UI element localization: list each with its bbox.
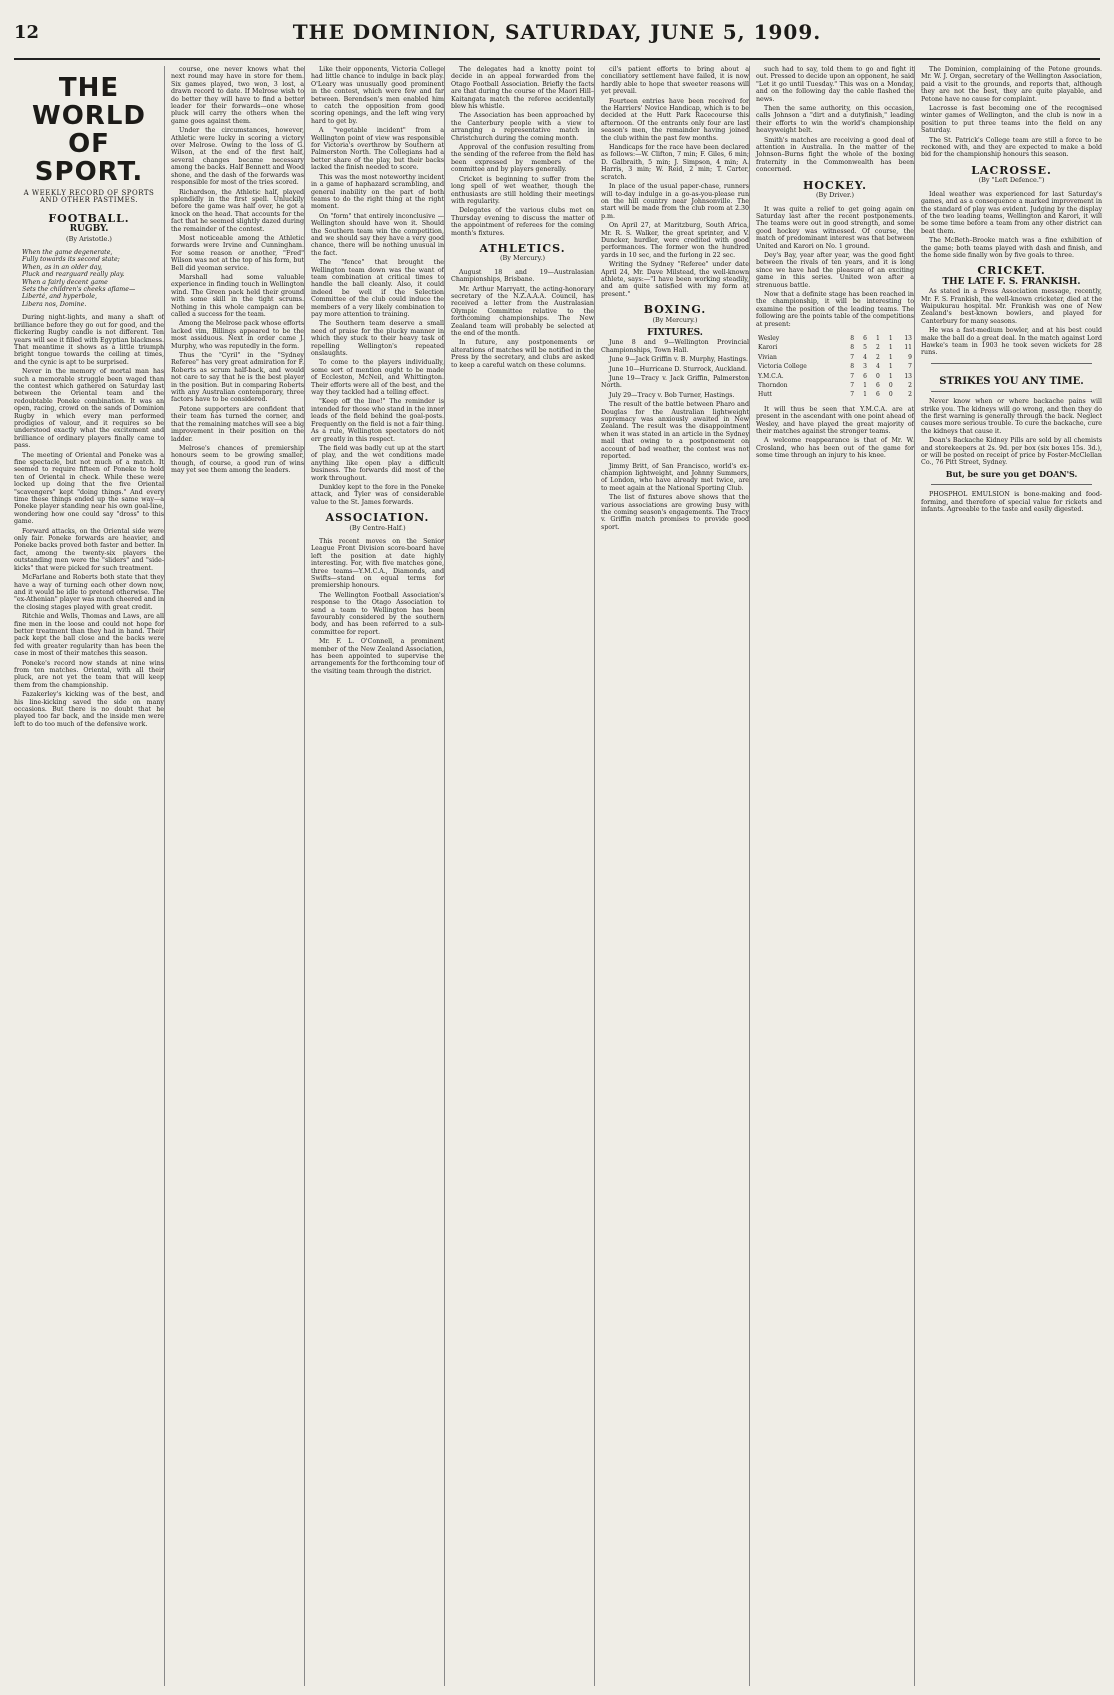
- article-paragraph: Like their opponents, Victoria College had little chance to indulge in back play. O'Leary was unusually good prominent in the contest, which were few and far between. Berendsen's men enabled him to catch the opposition from good scoring openings, and the left wing very hard to get by.: [311, 66, 444, 125]
- article-paragraph: Writing the Sydney "Referee" under date April 24, Mr. Dave Milstead, the well-known athlete, says:—"I have been working steadily, and am quite satisfied with my form at present.": [601, 261, 749, 298]
- drawn-cell: 1: [888, 344, 893, 352]
- athletics-heading: ATHLETICS.: [479, 241, 566, 255]
- article-paragraph: Handicaps for the race have been declared as follows:—W. Clifton, 7 min; F. Giles, 6 min; D. Galbraith, 5 min; J. Simpson, 4 min; A. Harris, 3 min; W. Reid, 2 min; T. Carter, scratch.: [601, 144, 749, 181]
- column-1: [14, 66, 164, 1686]
- column-6: [749, 66, 914, 1686]
- article-paragraph: The field was badly cut up at the start of play, and the wet conditions made anything like open play a difficult business. The forwards did most of the work throughout.: [311, 444, 444, 482]
- cricket-subheading: THE LATE F. S. FRANKISH.: [942, 276, 1081, 287]
- article-paragraph: He was a fast-medium bowler, and at his best could make the ball do a great deal. In the match against Lord Hawke's team in 1903 he took seven wickets for 28 runs.: [921, 327, 1102, 357]
- article-paragraph: such had to say, told them to go and fight it out. Pressed to decide upon an opponent, he said "Let it go until Tuesday." This was on a Monday, and on the following day the cable flashed the news.: [756, 66, 914, 103]
- lost-cell: 2: [876, 353, 880, 361]
- points-cell: 13: [904, 372, 912, 380]
- article-paragraph: Melrose's chances of premiership honours seem to be growing smaller, though, of course, a good run of wins may yet see them among the leaders.: [171, 444, 304, 475]
- article-paragraph: The list of fixtures above shows that the various associations are growing busy with the coming season's engagements. The Tracy v. Griffin match promises to provide good sport.: [601, 494, 749, 531]
- article-paragraph: To come to the players individually, some sort of mention ought to be made of Eccleston, McNeil, and Whittington. Their efforts were all of the best, and the way they tackled had a telling effect.: [311, 359, 444, 397]
- column-7: [914, 66, 1102, 1686]
- played-cell: 8: [850, 335, 855, 342]
- article-paragraph: It was quite a relief to get going again on Saturday last after the recent postponements. The teams were out in good strength, and some good hockey was witnessed. Of course, the match of predominant interest was that between United and Karori on No. 1 ground.: [756, 205, 914, 250]
- article-paragraph: During night-lights, and many a shaft of brilliance before they go out for good, and the flickering Rugby candle is not different. Ten years will see it filled with Egyptian blackness. That meantime it shows as a little triumph bright tongue towards the ceiling at times, and the cynic is apt to be surprised.: [14, 314, 164, 366]
- article-paragraph: Under the circumstances, however, Athletic were lucky in scoring a victory over Melrose. Owing to the loss of G. Wilson, at the end of the first half, several changes became necessary among the backs. Half Bennett and Wood shone, and the dash of the forwards was responsible for most of the tries scored.: [171, 127, 304, 187]
- article-paragraph: Dunkley kept to the fore in the Poneke attack, and Tyler was of considerable value to the St. James forwards.: [311, 483, 444, 506]
- boxing-byline: (By Mercury.): [652, 315, 698, 324]
- article-paragraph: A welcome reappearance is that of Mr. W. Crosland, who has been out of the game for some time through an injury to his knee.: [756, 437, 914, 460]
- fixtures-heading: FIXTURES.: [647, 328, 703, 338]
- section-headline: THE WORLD OF SPORT.: [32, 73, 146, 187]
- lost-cell: 6: [876, 382, 880, 390]
- poem-line: Libera nos, Domine.: [22, 300, 87, 308]
- article-paragraph: Ideal weather was experienced for last Saturday's games, and as a consequence a marked improvement in the standard of play was evident. Judging by the display of the two leading teams, Wellington and Karori, it will be some time before a team from any other district can beat them.: [921, 190, 1102, 235]
- article-paragraph: As stated in a Press Association message, recently, Mr. F. S. Frankish, the well-known cricketer, died at the Waipukurau hospital. Mr. Frankish was one of New Zealand's best-known bowlers, and played for Canterbury for many seasons.: [921, 288, 1102, 325]
- article-paragraph: Never in the memory of mortal man has such a memorable struggle been waged than the contest which gathered on Saturday last between the Oriental team and the redoubtable Poneke combination. It was an open, racing, crowd on the sands of Dominion Rugby in which every man performed prodigies of valour, and it requires so be understood exactly what the excitement and brilliance of ordinary players finally came to pass.: [14, 368, 164, 450]
- association-heading: ASSOCIATION.: [325, 511, 430, 525]
- lost-cell: 1: [876, 335, 880, 342]
- team-cell: Y.M.C.A.: [758, 372, 784, 380]
- team-cell: Victoria College: [758, 363, 807, 371]
- lost-cell: 2: [876, 344, 880, 352]
- table-row: [756, 372, 914, 381]
- article-paragraph: Then the same authority, on this occasion, calls Johnson a "dirt and a dutyfinish," leading their efforts to win the world's championship heavyweight belt.: [756, 105, 914, 135]
- advert-paragraph: Doan's Backache Kidney Pills are sold by all chemists and storekeepers at 2s. 9d. per box (six boxes 15s. 3d.), or will be posted on receipt of price by Foster-McClellan Co., 76 Pitt Street, Sydney.: [921, 437, 1102, 467]
- won-cell: 1: [863, 382, 867, 390]
- won-cell: 5: [863, 344, 867, 352]
- article-paragraph: August 18 and 19—Australasian Championships, Brisbane.: [451, 268, 594, 284]
- rugby-poem: [22, 249, 156, 308]
- poem-line: When, as in an older day,: [22, 263, 103, 271]
- masthead: [0, 0, 1114, 62]
- article-paragraph: cil's patient efforts to bring about a conciliatory settlement have failed, it is now hardly able to hope that sweeter reasons will yet prevail.: [601, 66, 749, 96]
- article-paragraph: Approval of the confusion resulting from the sending of the referee from the field has been expressed by members of the committee and by players generally.: [451, 144, 594, 174]
- poem-line: When the game degenerate,: [22, 249, 113, 257]
- points-cell: 13: [904, 335, 912, 342]
- article-paragraph: Fazakerley's kicking was of the best, and his line-kicking saved the side on many occasions. But there is no doubt that he played too far back, and the inside men were left to do too much of the defensive work.: [14, 691, 164, 728]
- won-cell: 6: [863, 372, 867, 380]
- rugby-heading: RUGBY.: [69, 224, 109, 235]
- section-kicker: A WEEKLY RECORD OF SPORTS AND OTHER PASTIMES.: [23, 189, 155, 205]
- lost-cell: 4: [876, 363, 880, 371]
- played-cell: 8: [850, 363, 855, 371]
- divider: [931, 391, 1092, 392]
- article-paragraph: Richardson, the Athletic half, played splendidly in the first spell. Unluckily before the game was half over, he got a knock on the head. That accounts for the fact that he seemed slightly dazed during the remainder of the contest.: [171, 188, 304, 233]
- hockey-byline: (By Driver.): [816, 191, 854, 200]
- article-paragraph: On "form" that entirely inconclusive —Wellington should have won it. Should the Southern team win the competition, and we should say they have a very good chance, there will be nothing unusual in the fact.: [311, 212, 444, 257]
- fixture-item: June 9—Jack Griffin v. B. Murphy, Hastings.: [609, 356, 748, 364]
- column-5: [594, 66, 749, 1686]
- article-paragraph: This recent moves on the Senior League Front Division score-board have left the position at date highly interesting. For, with five matches gone, three teams—Y.M.C.A., Diamonds, and Swifts—stand on equal terms for premiership honours.: [311, 537, 444, 590]
- article-paragraph: Poneke's record now stands at nine wins from ten matches. Oriental, with all their pluck, are not yet the team that will keep them from the championship.: [14, 659, 164, 689]
- drawn-cell: 1: [888, 335, 893, 342]
- masthead-rule: [14, 58, 1100, 60]
- table-row: [756, 381, 914, 390]
- article-paragraph: The Southern team deserve a small need of praise for the plucky manner in which they stuck to their heavy task of repelling Wellington's repeated onslaughts.: [311, 320, 444, 358]
- played-cell: 7: [850, 391, 855, 399]
- fixture-item: June 19—Tracy v. Jack Griffin, Palmerston North.: [601, 375, 749, 390]
- article-paragraph: Marshall had some valuable experience in finding touch in Wellington wind. The Green pack held their ground with some skill in the tight scrums. Nothing in this whole campaign can be called a success for the team.: [171, 273, 304, 318]
- article-paragraph: Among the Melrose pack whose efforts lacked vim, Billings appeared to be the most assiduous. Next in order came J. Murphy, who was reputedly in the form.: [171, 320, 304, 350]
- table-row: [756, 343, 914, 352]
- poem-line: Fully towards its second state;: [22, 256, 120, 264]
- points-cell: 9: [908, 353, 912, 361]
- fixture-item: June 8 and 9—Wellington Provincial Championships, Town Hall.: [601, 339, 749, 354]
- article-paragraph: It will thus be seen that Y.M.C.A. are at present in the ascendant with one point ahead of Wesley, and have played the great majority of their matches against the stronger teams.: [756, 405, 914, 436]
- article-paragraph: In future, any postponements or alterations of matches will be notified in the Press by the secretary, and clubs are asked to keep a careful watch on these columns.: [451, 339, 594, 369]
- poem-line: When a fairly decent game: [22, 278, 108, 286]
- article-paragraph: Mr. Arthur Marryatt, the acting-honorary secretary of the N.Z.A.A.A. Council, has received a letter from the Australasian Olympic Committee relative to the forthcoming championships. The New Zealand team will probably be selected at the end of the month.: [451, 285, 594, 337]
- article-paragraph: The Dominion, complaining of the Petone grounds. Mr. W. J. Organ, secretary of the Wellington Association, paid a visit to the grounds, and reports that, although they are not the best, they are quite playable, and Petone have no cause for complaint.: [921, 66, 1102, 103]
- article-paragraph: The "fence" that brought the Wellington team down was the want of team combination at critical times to handle the ball cleanly. Also, it could indeed be well if the Selection Committee of the club could induce the members of a very likely combination to pay more attention to training.: [311, 259, 444, 318]
- article-paragraph: "Keep off the line!" The reminder is intended for those who stand in the inner leads of the field behind the goal-posts. Frequently on the field is not a fair thing. As a rule, Wellington spectators do not err greatly in this respect.: [311, 398, 444, 443]
- lacrosse-byline: (By "Left Defence."): [978, 176, 1045, 185]
- played-cell: 7: [850, 382, 855, 390]
- drawn-cell: 1: [888, 363, 893, 371]
- article-paragraph: Dey's Bay, year after year, was the good fight between the rivals of ten years, and it is long since we have had the pleasure of an exciting game in this series. United won after a strenuous battle.: [756, 251, 914, 289]
- lacrosse-heading: LACROSSE.: [971, 163, 1052, 177]
- team-cell: Hutt: [758, 391, 772, 399]
- advert-tagline: But, be sure you get DOAN'S.: [945, 468, 1078, 479]
- hockey-points-table: [756, 334, 914, 400]
- poem-line: Sets the children's cheeks aflame—: [22, 286, 136, 294]
- article-paragraph: The McBeth–Brooke match was a fine exhibition of the game; both teams played with dash and finish, and the home side finally won by five goals to three.: [921, 237, 1102, 259]
- won-cell: 6: [863, 335, 867, 342]
- football-heading: FOOTBALL.: [48, 211, 130, 225]
- article-paragraph: Thus the "Cyril" in the "Sydney Referee" has very great admiration for F. Roberts as scrum half-back, and would not care to say that he is the best player in the position. But in comparing Roberts with any Australian contemporary, three factors have to be considered.: [171, 352, 304, 404]
- page-columns: [14, 66, 1102, 1686]
- article-paragraph: Petone supporters are confident that their team has turned the corner, and that the remaining matches will see a big improvement in their position on the ladder.: [171, 405, 304, 443]
- advert-footer: PHOSPHOL EMULSION is bone-making and food-forming, and therefore of special value for rickets and infants. Agreeable to the taste and easily digested.: [921, 491, 1102, 514]
- article-paragraph: The meeting of Oriental and Poneke was a fine spectacle, but not much of a match. It seemed to require fifteen of Poneke to hold ten of Oriental in check. While these were locked up doing that the five Oriental "scavengers" kept "doing things." And every time these things ended up the same way—a Poneke player standing near his own goal-line, wondering how one could say "dross" to this game.: [14, 451, 164, 526]
- article-paragraph: Mr. F. L. O'Connell, a prominent member of the New Zealand Association, has been appointed to supervise the arrangements for the forthcoming tour of the visiting team through the district.: [311, 638, 444, 675]
- column-3: [304, 66, 444, 1686]
- drawn-cell: 0: [888, 382, 893, 390]
- cricket-heading: CRICKET.: [977, 264, 1046, 278]
- article-paragraph: Cricket is beginning to suffer from the long spell of wet weather, though the enthusiasts are still holding their meetings with regularity.: [451, 175, 594, 205]
- rugby-byline: (By Aristotle.): [66, 234, 112, 243]
- lost-cell: 6: [876, 391, 880, 399]
- won-cell: 3: [863, 363, 867, 371]
- team-cell: Wesley: [758, 335, 780, 342]
- points-cell: 2: [908, 382, 912, 390]
- table-row: [756, 362, 914, 371]
- fixture-item: July 29—Tracy v. Bob Turner, Hastings.: [609, 391, 735, 399]
- column-4: [444, 66, 594, 1686]
- advert-heading: STRIKES YOU ANY TIME.: [939, 375, 1084, 387]
- team-cell: Karori: [758, 344, 778, 352]
- article-paragraph: In place of the usual paper-chase, runners will to-day indulge in a go-as-you-please run on the hill country near Johnsonville. The start will be made from the club room at 2.30 p.m.: [601, 183, 749, 220]
- divider: [931, 363, 1092, 364]
- played-cell: 7: [850, 353, 855, 361]
- points-cell: 11: [904, 344, 912, 352]
- boxing-heading: BOXING.: [643, 303, 707, 317]
- advert-paragraph: Never know when or where backache pains will strike you. The kidneys will go wrong, and then they do the first warning is generally through the back. Neglect causes more serious trouble. To cure the backache, cure the kidneys that cause it.: [921, 398, 1102, 435]
- divider: [931, 484, 1092, 485]
- article-paragraph: The St. Patrick's College team are still a force to be reckoned with, and they are expected to make a bold bid for the championship honours this season.: [921, 136, 1102, 159]
- association-byline: (By Centre-Half.): [349, 523, 406, 532]
- article-paragraph: Fourteen entries have been received for the Harriers' Novice Handicap, which is to be decided at the Hutt Park Racecourse this afternoon. Of the entrants only four are last season's men, the remainder having joined the club within the past few months.: [601, 97, 749, 142]
- article-paragraph: Delegates of the various clubs met on Thursday evening to discuss the matter of the appointment of referees for the coming month's fixtures.: [451, 207, 594, 237]
- played-cell: 7: [850, 372, 855, 380]
- article-paragraph: Smith's matches are receiving a good deal of attention in Australia. In the matter of the Johnson–Burns fight the whole of the boxing fraternity in the Commonwealth has been concerned.: [756, 136, 914, 174]
- article-paragraph: Lacrosse is fast becoming one of the recognised winter games of Wellington, and the club is now in a position to put three teams into the field on any Saturday.: [921, 105, 1102, 135]
- points-cell: 7: [908, 363, 912, 371]
- team-cell: Thorndon: [758, 382, 788, 390]
- article-paragraph: Ritchie and Wells, Thomas and Laws, are all fine men in the loose and could not hope for better treatment than they had in hand. Their pack kept the ball close and the backs were fed with greater regularity than has been the case in most of their matches this season.: [14, 613, 164, 658]
- drawn-cell: 1: [888, 353, 893, 361]
- article-paragraph: On April 27, at Maritzburg, South Africa, Mr. R. S. Walker, the great sprinter, and V. Duncker, hurdler, were credited with good performances. The former won the hundred yards in 10 sec, and the furlong in 22 sec.: [601, 222, 749, 259]
- table-row: [756, 334, 914, 343]
- column-2: [164, 66, 304, 1686]
- article-paragraph: A "vegetable incident" from a Wellington point of view was responsible for Victoria's overthrow by Southern at Palmerston North. The Collegians had a better share of the play, but their backs lacked the finish needed to score.: [311, 127, 444, 172]
- won-cell: 1: [863, 391, 867, 399]
- won-cell: 4: [863, 353, 867, 361]
- points-cell: 2: [908, 391, 912, 399]
- lost-cell: 0: [876, 372, 880, 380]
- newspaper-title: THE DOMINION, SATURDAY, JUNE 5, 1909.: [292, 20, 822, 44]
- article-paragraph: The Association has been approached by the Canterbury people with a view to arranging a representative match in Christchurch during the coming month.: [451, 112, 594, 142]
- article-paragraph: The Wellington Football Association's response to the Otago Association to send a team to Wellington has been favourably considered by the southern body, and has been referred to a sub-committee for report.: [311, 591, 444, 636]
- article-paragraph: The delegates had a knotty point to decide in an appeal forwarded from the Otago Football Association. Briefly the facts are that during the course of the Maori Hill–Kaitangata match the referee accidentally blew his whistle.: [451, 66, 594, 111]
- article-paragraph: Most noticeable among the Athletic forwards were Irvine and Cunningham. For some reason or another, "Fred" Wilson was not at the top of his form, but Bell did yeoman service.: [171, 234, 304, 272]
- table-row: [756, 390, 914, 399]
- article-paragraph: Jimmy Britt, of San Francisco, world's ex-champion lightweight, and Johnny Summers, of London, who have already met twice, are to meet again at the National Sporting Club.: [601, 462, 749, 492]
- athletics-byline: (By Mercury.): [499, 254, 545, 263]
- table-row: [756, 353, 914, 362]
- article-paragraph: This was the most noteworthy incident in a game of haphazard scrambling, and general inability on the part of both teams to do the right thing at the right moment.: [311, 173, 444, 211]
- played-cell: 8: [850, 344, 855, 352]
- drawn-cell: 1: [888, 372, 893, 380]
- article-paragraph: course, one never knows what the next round may have in store for them. Six games played, two won, 3 lost, a drawn record to date. If Melrose wish to do better they will have to find a better leader for their forwards—one whose pluck will carry the others when the game goes against them.: [171, 66, 304, 125]
- fixture-item: June 10—Hurricane D. Sturrock, Auckland.: [609, 365, 748, 373]
- poem-line: Liberté, and hyperbole,: [22, 293, 98, 301]
- article-paragraph: The result of the battle between Pharo and Douglas for the Australian lightweight supremacy was anxiously awaited in New Zealand. The result was the disappointment when it was stated in an article in the Sydney mail that owing to a postponement on account of bad weather, the contest was not reported.: [601, 401, 749, 461]
- article-paragraph: Now that a definite stage has been reached in the championship, it will be interesting to examine the position of the leading teams. The following are the points table of the competitions at present:: [756, 290, 914, 328]
- article-paragraph: McFarlane and Roberts both state that they have a way of turning each other down now, and it would be idle to pretend otherwise. The "ex-Athenian" player was much cheered and in the closing stages played with great credit.: [14, 574, 164, 611]
- hockey-heading: HOCKEY.: [803, 178, 867, 192]
- article-paragraph: Forward attacks, on the Oriental side were only fair. Poneke forwards are heavier, and Poneke backs proved both faster and better. In fact, among the twenty-six players the outstanding men were the "sliders" and "side-kicks" that were picked for such treatment.: [14, 527, 164, 572]
- page-number: 12: [14, 22, 40, 43]
- poem-line: Pluck and rearguard really play.: [22, 271, 125, 279]
- team-cell: Vivian: [758, 353, 777, 361]
- drawn-cell: 0: [888, 391, 893, 399]
